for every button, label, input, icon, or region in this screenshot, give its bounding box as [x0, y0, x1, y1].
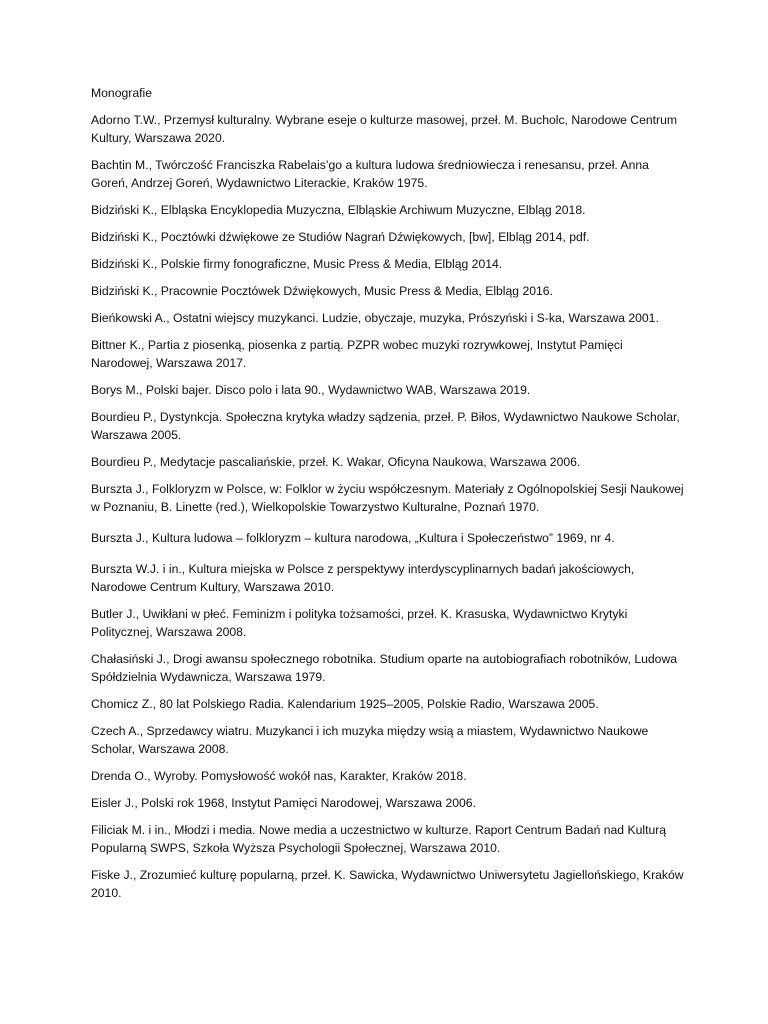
bibliography-entry: Butler J., Uwikłani w płeć. Feminizm i polityka tożsamości, przeł. K. Krasuska, Wydawnictwo Krytyki Politycznej, Warszawa 2008. — [91, 607, 628, 639]
bibliography-entry: Chałasiński J., Drogi awansu społecznego robotnika. Studium oparte na autobiografiach robotników, Ludowa Spółdzielnia Wydawnicza, Warszawa 1979. — [91, 652, 678, 684]
bibliography-entry: Bieńkowski A., Ostatni wiejscy muzykanci. Ludzie, obyczaje, muzyka, Prószyński i S-ka, Warszawa 2001. — [91, 311, 659, 325]
bibliography-entry: Fiske J., Zrozumieć kulturę popularną, przeł. K. Sawicka, Wydawnictwo Uniwersytetu Jagiellońskiego, Kraków 2010. — [91, 868, 684, 900]
bibliography-entry: Drenda O., Wyroby. Pomysłowość wokół nas, Karakter, Kraków 2018. — [91, 769, 467, 783]
bibliography-list — [91, 111, 686, 902]
bibliography-entry: Bidziński K., Pracownie Pocztówek Dźwiękowych, Music Press & Media, Elbląg 2016. — [91, 284, 553, 298]
bibliography-entry: Eisler J., Polski rok 1968, Instytut Pamięci Narodowej, Warszawa 2006. — [91, 796, 476, 810]
bibliography-entry: Bittner K., Partia z piosenką, piosenka z partią. PZPR wobec muzyki rozrywkowej, Instytut Pamięci Narodowej, Warszawa 2017. — [91, 338, 623, 370]
document-page — [91, 84, 686, 911]
bibliography-entry: Bourdieu P., Medytacje pascaliańskie, przeł. K. Wakar, Oficyna Naukowa, Warszawa 2006. — [91, 455, 581, 469]
bibliography-entry: Bidziński K., Polskie firmy fonograficzne, Music Press & Media, Elbląg 2014. — [91, 257, 503, 271]
bibliography-entry: Czech A., Sprzedawcy wiatru. Muzykanci i ich muzyka między wsią a miastem, Wydawnictwo Naukowe Scholar, Warszawa 2008. — [91, 724, 649, 756]
bibliography-entry: Chomicz Z., 80 lat Polskiego Radia. Kalendarium 1925–2005, Polskie Radio, Warszawa 2005. — [91, 697, 599, 711]
bibliography-entry: Burszta J., Folkloryzm w Polsce, w: Folklor w życiu współczesnym. Materiały z Ogólnopolskiej Sesji Naukowej w Poznaniu, B. Linette (red.), Wielkopolskie Towarzystwo Kulturalne, Poznań 1970. — [91, 482, 684, 514]
section-heading: Monografie — [91, 86, 152, 100]
bibliography-entry: Burszta W.J. i in., Kultura miejska w Polsce z perspektywy interdyscyplinarnych badań jakościowych, Narodowe Centrum Kultury, Warszawa 2010. — [91, 562, 635, 594]
bibliography-entry: Adorno T.W., Przemysł kulturalny. Wybrane eseje o kulturze masowej, przeł. M. Bucholc, Narodowe Centrum Kultury, Warszawa 2020. — [91, 113, 678, 145]
bibliography-entry: Filiciak M. i in., Młodzi i media. Nowe media a uczestnictwo w kulturze. Raport Centrum Badań nad Kulturą Popularną SWPS, Szkoła Wyższa Psychologii Społecznej, Warszawa 2010. — [91, 823, 667, 855]
bibliography-entry: Bachtin M., Twórczość Franciszka Rabelais’go a kultura ludowa średniowiecza i renesansu, przeł. Anna Goreń, Andrzej Goreń, Wydawnictwo Literackie, Kraków 1975. — [91, 158, 649, 190]
bibliography-entry: Bourdieu P., Dystynkcja. Społeczna krytyka władzy sądzenia, przeł. P. Biłos, Wydawnictwo Naukowe Scholar, Warszawa 2005. — [91, 410, 680, 442]
bibliography-entry: Borys M., Polski bajer. Disco polo i lata 90., Wydawnictwo WAB, Warszawa 2019. — [91, 383, 531, 397]
bibliography-entry: Bidziński K., Pocztówki dźwiękowe ze Studiów Nagrań Dźwiękowych, [bw], Elbląg 2014, pdf. — [91, 230, 590, 244]
bibliography-entry: Burszta J., Kultura ludowa – folkloryzm – kultura narodowa, „Kultura i Społeczeństwo” 1969, nr 4. — [91, 531, 615, 545]
bibliography-entry: Bidziński K., Elbląska Encyklopedia Muzyczna, Elbląskie Archiwum Muzyczne, Elbląg 2018. — [91, 203, 586, 217]
